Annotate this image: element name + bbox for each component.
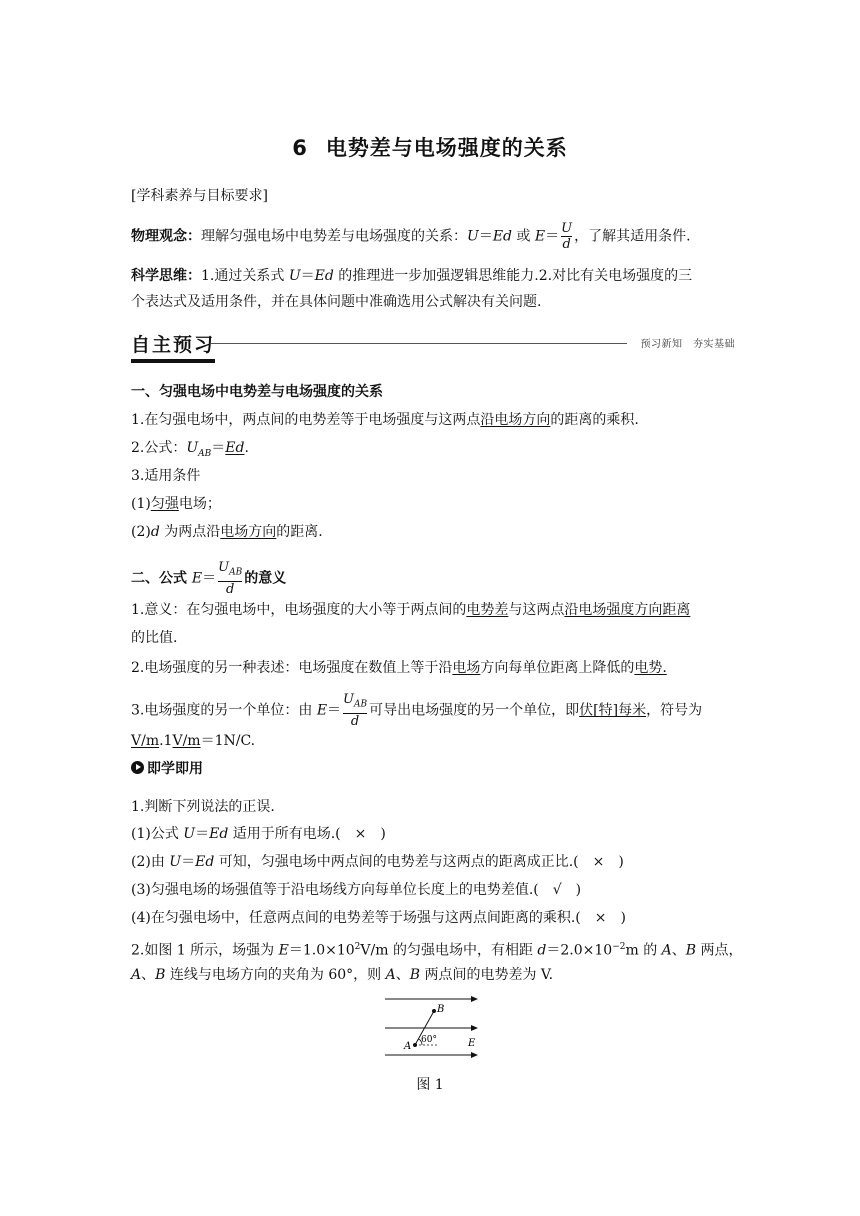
answer-underline: 伏[特]每米 [579,702,647,719]
exercise-q1-4: (4)在匀强电场中，任意两点间的电势差等于场强与这两点间距离的乘积.( × ) [131,910,626,926]
label-b: B [437,1004,445,1015]
text: 2.公式： [131,440,187,456]
section2-p1 [131,600,690,620]
banner-tag: 预习新知 夯实基础 [640,339,735,350]
var: A [131,967,142,983]
label-e: E [468,1038,476,1049]
fraction [218,560,242,597]
title-text: 电势差与电场强度的关系 [325,136,568,160]
text: 适用于所有电场.( × ) [228,826,386,842]
text: 2.电场强度的另一种表述：电场强度在数值上等于沿 [131,660,453,676]
text: ＝2.0×10 [546,942,613,959]
section2-p1-cont: 的比值. [131,630,178,646]
var: Ed [195,854,215,870]
section2-heading [131,560,286,597]
denominator: d [218,581,242,597]
op: ＝ [195,826,210,842]
fraction [343,692,367,729]
section1-p4 [131,494,221,514]
apply-heading [131,759,203,779]
text: .1 [159,733,173,749]
var: d [537,942,547,959]
section1-p2 [131,438,249,464]
text: 的推理进一步加强逻辑思维能力.2.对比有关电场强度的三 [333,268,693,284]
exercise-q2-cont [131,965,553,985]
superscript: 2 [354,942,361,952]
text: V/m 的匀强电场中，有相距 [360,942,538,959]
numerator [218,560,242,581]
science-thinking-label: 科学思维： [131,268,201,284]
text: m 的 [625,942,662,959]
section1-p1 [131,410,639,430]
text: 为两点沿 [159,524,221,540]
op: ＝ [300,268,315,284]
exercise-q1: 1.判断下列说法的正误. [131,799,275,815]
op: ＝ [202,570,217,587]
subscript: AB [198,448,212,459]
subscript: AB [229,567,243,578]
var: d [150,524,160,540]
text: 可知，匀强电场中两点间的电势差与这两点的距离成正比.( × ) [214,854,624,870]
denominator: d [343,713,367,729]
var: Ed [314,268,334,284]
var: A [661,942,672,959]
section1-p5 [131,522,323,542]
op: ＝ [181,854,196,870]
banner-rule [211,343,627,344]
goals-heading: [学科素养与目标要求] [131,188,268,204]
var: Ed [209,826,229,842]
text: 电场； [178,496,221,512]
text: 的意义 [244,570,287,587]
text: 、 [395,967,410,983]
label-a: A [404,1041,412,1052]
var: Ed [492,228,512,245]
answer-underline: V/m [131,733,160,749]
var: A [385,967,396,983]
play-circle-icon [131,761,144,774]
text: ，符号为 [646,702,703,719]
text: 1.在匀强电场中，两点间的电势差等于电场强度与这两点 [131,412,481,428]
answer-underline: 匀强 [150,496,179,512]
text: 、 [671,942,686,959]
exercise-q1-1 [131,824,386,844]
banner-title: 自主预习 [131,330,215,363]
physics-concept [131,221,691,252]
denominator: d [562,237,571,252]
answer-underline: 电势差 [466,602,509,618]
page-title [0,132,860,162]
figure-electric-field [380,992,490,1064]
text: (2) [131,524,151,540]
text: 2.如图 1 所示，场强为 [131,942,279,959]
numerator [343,692,367,713]
apply-heading-text: 即学即用 [147,761,203,777]
op: ＝ [211,440,226,456]
section-banner [131,330,735,358]
num-var: U [218,560,230,575]
var: U [467,228,479,245]
var: E [278,942,289,959]
point-a [413,1043,417,1047]
text: . [244,440,249,456]
section2-p2 [131,658,667,678]
answer-underline: V/m [172,733,201,749]
op: ＝ [478,228,493,245]
var: E [534,228,546,245]
text: (1) [131,496,151,512]
numerator: U [561,221,573,236]
text: 或 [516,228,531,245]
text: 、 [141,967,156,983]
text: (2)由 [131,854,170,870]
answer-underline: 沿电场方向 [480,412,551,428]
superscript: −2 [612,942,626,952]
var: U [183,826,196,842]
text: 的距离. [276,524,323,540]
var: U [288,268,301,284]
exercise-q1-2 [131,852,624,872]
text: 1.通过关系式 [201,268,289,284]
subscript: AB [354,699,368,710]
answer-underline: 电场 [452,660,481,676]
answer-underline: 电场方向 [220,524,277,540]
answer-underline: 沿电场强度方向距离 [564,602,691,618]
text: 两点， [696,942,743,959]
op: ＝ [545,228,560,245]
fraction [561,221,572,252]
text: 1.意义：在匀强电场中，电场强度的大小等于两点间的 [131,602,467,618]
var: B [409,967,421,983]
text: (1)公式 [131,826,184,842]
var: U [169,854,182,870]
text: ，了解其适用条件. [574,228,691,245]
text: 的距离的乘积. [550,412,639,428]
science-thinking-line1 [131,266,692,286]
text: 二、公式 [131,570,192,587]
label-angle: 60° [421,1035,437,1045]
op: ＝ [327,702,342,719]
section1-p3: 3.适用条件 [131,468,201,484]
var: B [685,942,697,959]
section2-p3 [131,692,702,729]
answer-underline: Ed [225,440,245,456]
text: 两点间的电势差为 V. [420,967,554,983]
physics-concept-label: 物理观念： [131,228,201,245]
var: B [155,967,166,983]
section2-p4 [131,731,255,751]
var: E [316,702,328,719]
var: E [191,570,203,587]
section-number: 6 [292,136,308,160]
text: 3.电场强度的另一个单位：由 [131,702,317,719]
answer-underline: 电势. [634,660,667,676]
text: 与这两点 [508,602,565,618]
text: ＝1.0×10 [288,942,355,959]
section1-heading: 一、匀强电场中电势差与电场强度的关系 [131,384,383,400]
var: U [186,440,199,456]
exercise-q2 [131,937,743,961]
text: 连线与电场方向的夹角为 60°，则 [165,967,386,983]
text: ＝1N/C. [200,733,256,749]
text: 理解匀强电场中电势差与电场强度的关系： [201,228,467,245]
point-b [432,1009,436,1013]
text: 方向每单位距离上降低的 [480,660,635,676]
text: 可导出电场强度的另一个单位，即 [369,702,580,719]
science-thinking-line2: 个表达式及适用条件，并在具体问题中准确选用公式解决有关问题. [131,294,542,310]
num-var: U [343,692,355,707]
exercise-q1-3: (3)匀强电场的场强值等于沿电场线方向每单位长度上的电势差值.( √ ) [131,882,582,898]
figure-caption: 图 1 [416,1077,444,1093]
